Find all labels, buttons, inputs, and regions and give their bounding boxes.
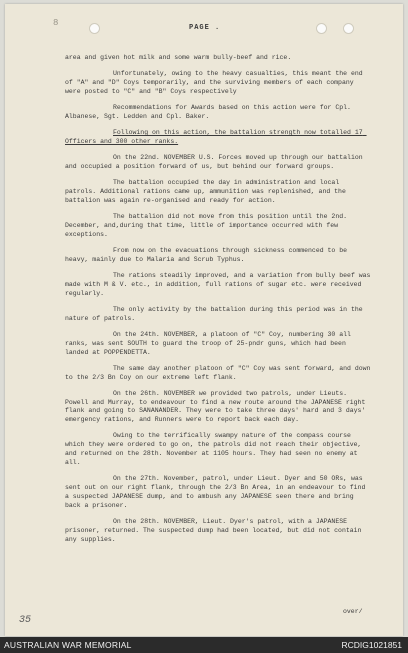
archive-reference-id: RCDIG1021851 [341,640,402,650]
paragraph: Following on this action, the battalion strength now totalled 17 Officers and 300 other ranks. [65,129,367,145]
corner-mark: 8 [53,18,59,28]
paragraph: On the 27th. November, patrol, under Lieut. Dyer and 50 ORs, was sent out on our right flank, through the 2/3 Bn Area, in an endeavour to find a suspected JAPANESE dump, and to ambush any JAPANESE seen there and bring back a prisoner. [65,475,370,509]
document-page [5,4,403,636]
continuation-note: over/ [343,608,363,615]
paragraph: From now on the evacuations through sickness commenced to be heavy, mainly due to Malaria and Scrub Typhus. [65,246,351,263]
punch-hole-middle [316,23,327,34]
paragraph: The battalion did not move from this position until the 2nd. December, and,during that time, little of importance occurred with few exceptions. [65,212,351,238]
handwritten-page-number: 35 [19,615,32,626]
paragraph: The only activity by the battalion during this period was in the nature of patrols. [65,305,367,322]
paragraph: On the 24th. NOVEMBER, a platoon of "C" Coy, numbering 30 all ranks, was sent SOUTH to guard the troop of 25-pndr guns, which had been landed at POPPENDETTA. [65,330,355,356]
paragraph: Owing to the terrifically swampy nature of the compass course which they were ordered to go on, the patrols did not reach their objective, and returned on the 28th. November at 1105 hours. They had seen no enemy at all. [65,432,366,467]
archive-name: AUSTRALIAN WAR MEMORIAL [4,640,132,650]
paragraph: On the 22nd. NOVEMBER U.S. Forces moved up through our battalion and occupied a position forward of us, but behind our forward groups. [65,154,367,170]
document-body [65,54,373,552]
paragraph: On the 26th. NOVEMBER we provided two patrols, under Lieuts. Powell and Murray, to endeavour to find a new route around the JAPANESE right flank and going to SANANANDER. They were to take three days' hard and 3 days' emergency rations, and Runners were to report back each day. [65,389,370,424]
paragraph: Recommendations for Awards based on this action were for Cpl. Albanese, Sgt. Ledden and Cpl. Baker. [65,104,355,120]
paragraph: The same day another platoon of "C" Coy was sent forward, and down to the 2/3 Bn Coy on our extreme left flank. [65,364,375,381]
paragraph: The battalion occupied the day in administration and local patrols. Additional rations came up, ammunition was replenished, and the battalion was again re-organised and ready for action. [65,179,350,204]
paragraph: area and given hot milk and some warm bully-beef and rice. [65,54,292,61]
paragraph: The rations steadily improved, and a variation from bully beef was made with M & V. etc., in addition, full rations of sugar etc. were received regularly. [65,271,375,297]
paragraph: On the 28th. NOVEMBER, Lieut. Dyer's patrol, with a JAPANESE prisoner, returned. The suspected dump had been located, but did not contain any supplies. [65,518,366,543]
paragraph: Unfortunately, owing to the heavy casualties, this meant the end of "A" and "D" Coys temporarily, and the surviving members of each company were posted to "C" and "B" Coys respectively [65,70,367,95]
archive-footer-bar [0,637,408,653]
punch-hole-right [343,23,354,34]
page-header: PAGE . [189,24,221,32]
punch-hole-left [89,23,100,34]
